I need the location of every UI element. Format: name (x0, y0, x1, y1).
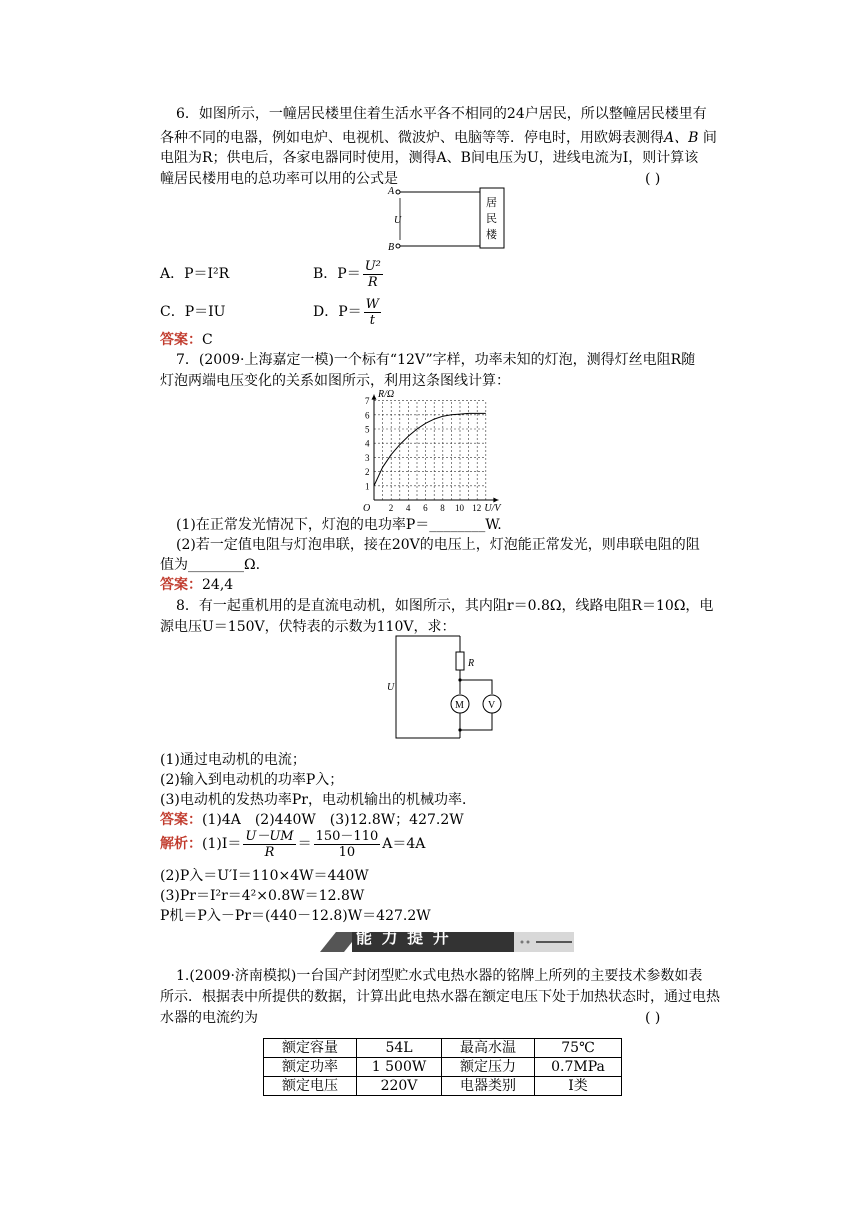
q6-line3: 电阻为R；供电后，各家电器同时使用，测得A、B间电压为U，进线电流为I，则计算该 (160, 150, 699, 166)
table-cell: Ⅰ类 (535, 1077, 622, 1096)
q6-line1: 6．如图所示，一幢居民楼里住着生活水平各不相同的24户居民，所以整幢居民楼里有 (176, 106, 707, 122)
q8-solution-3: (3)Pr＝I²r＝4²×0.8W＝12.8W (160, 888, 365, 904)
q8-solution-4: P机＝P入－Pr＝(440－12.8)W＝427.2W (160, 908, 431, 924)
q8-line2: 源电压U＝150V，伏特表的示数为110V，求： (160, 619, 456, 635)
y-tick-label: 7 (365, 396, 370, 407)
y-tick-label: 6 (365, 410, 370, 421)
q8-voltage-u: U (387, 682, 395, 693)
q8-motor-circuit-diagram (384, 632, 510, 744)
q8-line1: 8．有一起重机用的是直流电动机，如图所示，其内阻r＝0.8Ω，线路电阻R＝10Ω，电 (176, 598, 714, 614)
chart-origin-label: O (363, 503, 371, 514)
table-cell: 最高水温 (442, 1039, 535, 1058)
q6-circuit-diagram (384, 184, 510, 254)
table-cell: 额定功率 (264, 1058, 357, 1077)
q7-sub2: (2)若一定值电阻与灯泡串联，接在20V的电压上，灯泡能正常发光，则串联电阻的阻 (176, 537, 700, 553)
table-cell: 额定容量 (264, 1039, 357, 1058)
q8-answer: 答案：(1)4A (2)440W (3)12.8W；427.2W (160, 812, 464, 828)
table-row (264, 1039, 622, 1058)
table-cell: 75℃ (535, 1039, 622, 1058)
y-tick-label: 2 (365, 467, 370, 478)
x-axis-arrow (493, 498, 498, 503)
q6-option-c: C．P＝IU (160, 304, 226, 320)
y-tick-label: 3 (365, 452, 370, 463)
x-tick-label: 2 (388, 503, 394, 513)
p1-line2: 所示．根据表中所提供的数据，计算出此电热水器在额定电压下处于加热状态时，通过电热 (160, 989, 720, 1005)
q8-motor-m: M (455, 700, 464, 711)
q8-resistor-r: R (468, 658, 475, 669)
y-tick-label: 1 (365, 481, 370, 492)
q6-option-b: B．P＝ $\frac{\text{U²}}{R}$ (313, 258, 381, 290)
q7-sub1: (1)在正常发光情况下，灯泡的电功率P＝________W. (176, 517, 502, 533)
chart-series (374, 413, 486, 485)
x-tick-label: 4 (405, 503, 411, 513)
table-row (264, 1058, 622, 1077)
q6-box-char3: 楼 (486, 229, 497, 241)
p1-line3: 水器的电流约为 (160, 1010, 258, 1026)
q7-line1: 7．(2009·上海嘉定一模)一个标有“12V”字样，功率未知的灯泡，测得灯丝电阻R随 (176, 352, 696, 368)
q6-line2: 各种不同的电器，例如电炉、电视机、微波炉、电脑等等．停电时，用欧姆表测得A、B 间 (160, 130, 717, 146)
y-tick-label: 5 (365, 424, 370, 435)
q6-point-b: B (388, 242, 395, 253)
q6-voltage-u: U (394, 215, 402, 226)
y-tick-label: 4 (365, 438, 370, 449)
q7-line2: 灯泡两端电压变化的关系如图所示，利用这条图线计算： (160, 373, 510, 389)
x-tick-label: 8 (440, 503, 445, 513)
q6-answer: 答案：C (160, 332, 213, 348)
q8-voltmeter-v: V (488, 700, 496, 711)
q6-option-a: A．P＝I²R (160, 266, 230, 282)
chart-x-label: U/V (484, 503, 501, 514)
table-cell: 220V (357, 1077, 442, 1096)
q6-line4: 幢居民楼用电的总功率可以用的公式是 (160, 171, 398, 187)
p1-line1: 1.(2009·济南模拟)一台国产封闭型贮水式电热水器的铭牌上所列的主要技术参数如表 (176, 968, 703, 984)
q8-sub2: (2)输入到电动机的功率P入； (160, 772, 344, 788)
table-cell: 电器类别 (442, 1077, 535, 1096)
q6-box-char2: 民 (486, 213, 497, 225)
q7-answer: 答案：24,4 (160, 577, 234, 593)
q7-resistance-voltage-chart (360, 386, 526, 514)
table-cell: 0.7MPa (535, 1058, 622, 1077)
p1-answer-paren: ( ) (645, 1010, 661, 1026)
chart-grid (374, 401, 486, 500)
table-cell: 额定电压 (264, 1077, 357, 1096)
chart-y-label: R/Ω (378, 389, 395, 400)
q8-solution-1: 解析：(1)I＝ $\frac{U-UM}{R}$ ＝ $\frac{150-110}{10}$ A＝4A (160, 828, 426, 860)
r-vs-u-curve (374, 413, 486, 485)
q6-box-char1: 居 (486, 197, 497, 209)
q6-option-d: D．P＝ $\frac{W}{t}$ (313, 296, 380, 328)
y-axis-arrow (372, 395, 377, 400)
table-cell: 1 500W (357, 1058, 442, 1077)
q7-sub3: 值为________Ω. (160, 557, 261, 573)
q8-sub3: (3)电动机的发热功率Pr，电动机输出的机械功率． (160, 792, 476, 808)
q6-point-a: A (388, 186, 395, 197)
q6-answer-paren: ( ) (645, 171, 661, 187)
banner-title: 能 力 提 升 (356, 928, 451, 947)
q8-sub1: (1)通过电动机的电流； (160, 752, 306, 768)
spec-table (263, 1038, 622, 1096)
x-tick-label: 10 (455, 503, 464, 513)
x-tick-label: 6 (423, 503, 428, 513)
q8-solution-2: (2)P入＝U′I＝110×4W＝440W (160, 868, 369, 884)
table-cell: 额定压力 (442, 1058, 535, 1077)
table-row (264, 1077, 622, 1096)
table-cell: 54L (357, 1039, 442, 1058)
x-tick-label: 12 (472, 503, 482, 513)
chart-axes (372, 395, 499, 503)
